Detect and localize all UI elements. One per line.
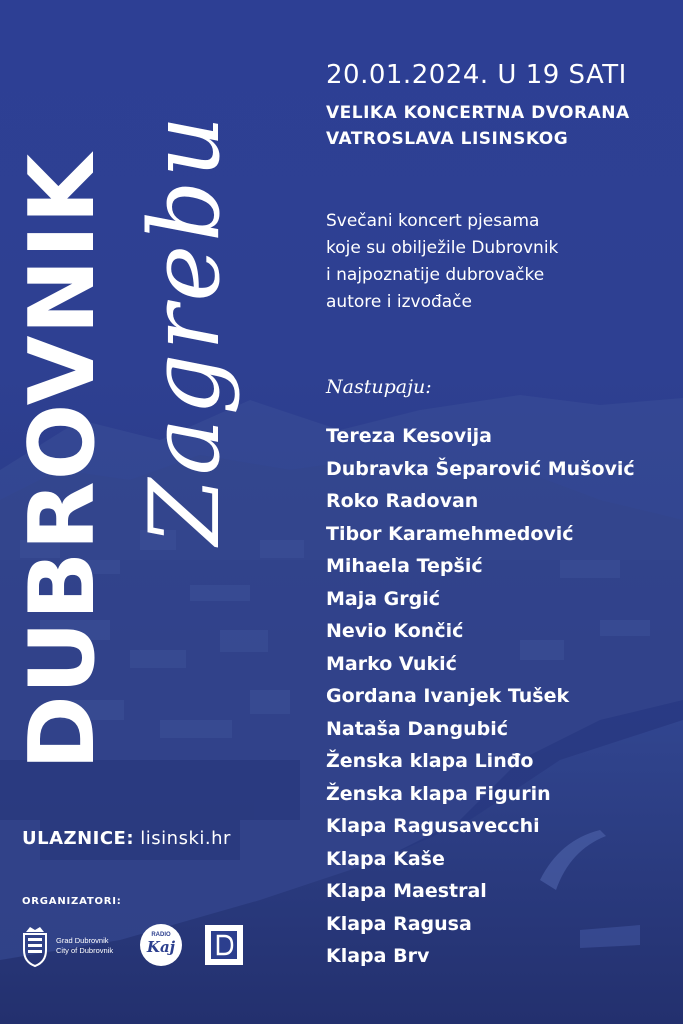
performer-item: Gordana Ivanjek Tušek <box>326 685 570 707</box>
city-logo-line: Grad Dubrovnik <box>56 936 109 945</box>
performer-item: Marko Vukić <box>326 652 457 675</box>
performer-item: Tereza Kesovija <box>326 425 492 447</box>
organizer-d-logo <box>205 925 243 965</box>
subtitle-zagrebu: Zagrebu <box>129 112 241 545</box>
performer-item: Klapa Maestral <box>326 880 487 902</box>
city-logo-line: City of Dubrovnik <box>56 946 114 955</box>
performers-list <box>326 420 635 973</box>
performer-item: Klapa Ragusa <box>326 912 472 935</box>
venue-line: VELIKA KONCERTNA DVORANA <box>326 103 630 123</box>
tickets-info <box>22 828 231 849</box>
description-line: koje su obilježile Dubrovnik <box>326 238 559 258</box>
description-line: i najpoznatije dubrovačke <box>326 265 545 285</box>
title-dubrovnik: DUBROVNIK <box>10 153 115 770</box>
performer-item: Roko Radovan <box>326 490 479 512</box>
radio-logo-top: RADIO <box>151 932 171 938</box>
performer-item: Dubravka Šeparović Mušović <box>326 457 635 480</box>
description-line: autore i izvođače <box>326 292 472 312</box>
organizers-heading: ORGANIZATORI: <box>22 896 122 907</box>
tickets-label: ULAZNICE: <box>22 828 135 849</box>
letter-d-icon <box>211 931 237 959</box>
performer-item: Maja Grgić <box>326 587 441 610</box>
performer-item: Ženska klapa Figurin <box>326 782 551 805</box>
performer-item: Klapa Kaše <box>326 847 445 870</box>
performer-item: Nataša Dangubić <box>326 717 508 740</box>
event-description <box>326 208 558 316</box>
performer-item: Klapa Brv <box>326 945 430 967</box>
city-crest-icon <box>20 924 50 968</box>
event-venue <box>326 100 630 152</box>
tickets-link[interactable]: lisinski.hr <box>140 828 231 849</box>
city-logo-text <box>56 936 113 956</box>
venue-line: VATROSLAVA LISINSKOG <box>326 129 569 149</box>
radio-kaj-logo <box>140 924 182 966</box>
performer-item: Ženska klapa Linđo <box>326 750 534 772</box>
performer-item: Tibor Karamehmedović <box>326 522 574 545</box>
performer-item: Mihaela Tepšić <box>326 555 483 577</box>
performer-item: Klapa Ragusavecchi <box>326 815 540 837</box>
radio-logo-name: Kaj <box>146 938 176 956</box>
performers-heading: Nastupaju: <box>326 376 432 398</box>
organizer-d-logo-inner <box>211 931 237 959</box>
event-datetime: 20.01.2024. U 19 SATI <box>326 60 627 90</box>
description-line: Svečani koncert pjesama <box>326 211 540 231</box>
performer-item: Nevio Končić <box>326 620 464 642</box>
